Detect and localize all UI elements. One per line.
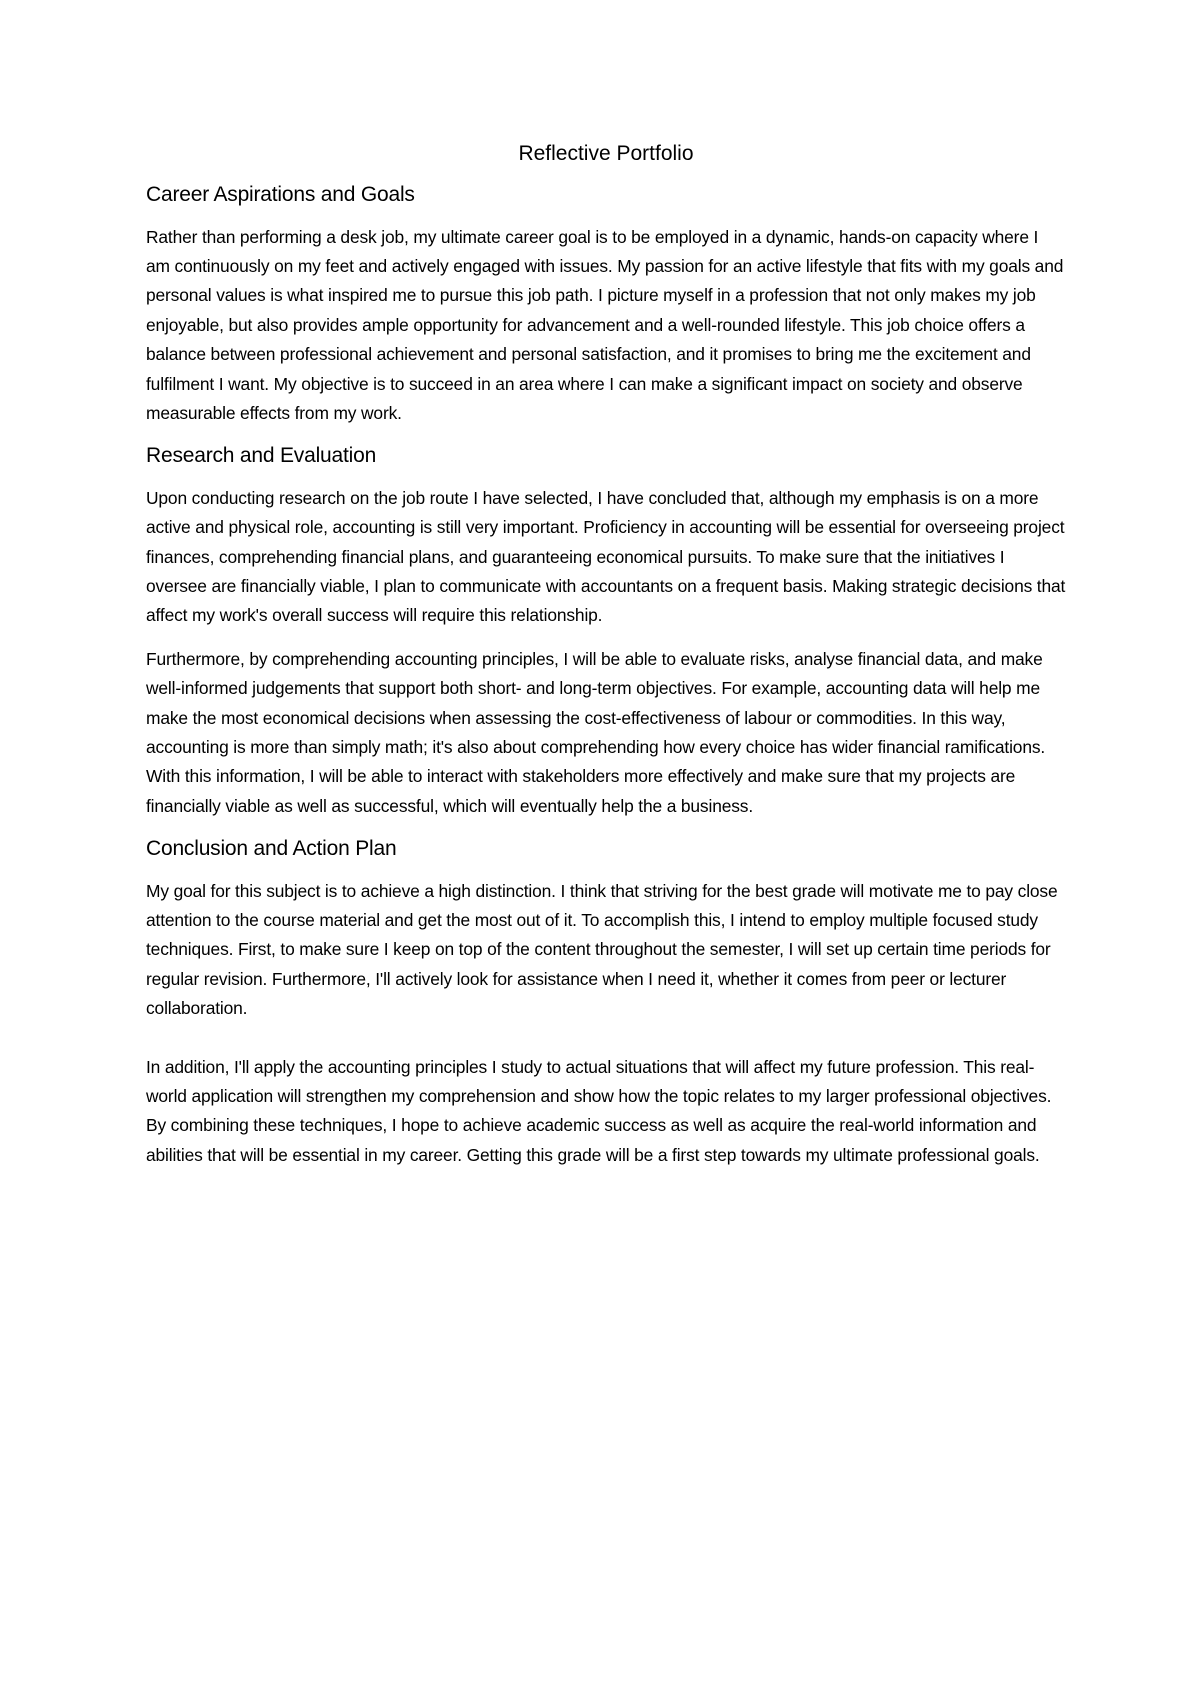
section-heading: Research and Evaluation <box>146 444 377 468</box>
document-page <box>146 140 1066 1184</box>
section-heading: Conclusion and Action Plan <box>146 837 397 861</box>
section-career-aspirations <box>146 181 1066 428</box>
section-research-evaluation <box>146 442 1066 821</box>
paragraph: In addition, I'll apply the accounting principles I study to actual situations that will affect my future profession. This real-world application will strengthen my comprehension and show how the topic relates to my larger professional objectives. By combining these techniques, I hope to achieve academic success as well as acquire the real-world information and abilities that will be essential in my career. Getting this grade will be a first step towards my ultimate professional goals. <box>146 1056 1052 1165</box>
section-heading: Career Aspirations and Goals <box>146 183 415 207</box>
paragraph: Rather than performing a desk job, my ultimate career goal is to be employed in a dynamic, hands-on capacity where I am continuously on my feet and actively engaged with issues. My passion for an active lifestyle that fits with my goals and personal values is what inspired me to pursue this job path. I picture myself in a profession that not only makes my job enjoyable, but also provides ample opportunity for advancement and a well-rounded lifestyle. This job choice offers a balance between professional achievement and personal satisfaction, and it promises to bring me the excitement and fulfilment I want. My objective is to succeed in an area where I can make a significant impact on society and observe measurable effects from my work. <box>146 226 1064 424</box>
paragraph: Upon conducting research on the job route I have selected, I have concluded that, although my emphasis is on a more active and physical role, accounting is still very important. Proficiency in accounting will be essential for overseeing project finances, comprehending financial plans, and guaranteeing economical pursuits. To make sure that the initiatives I oversee are financially viable, I plan to communicate with accountants on a frequent basis. Making strategic decisions that affect my work's overall success will require this relationship. <box>146 487 1066 626</box>
section-conclusion-action-plan <box>146 835 1066 1170</box>
document-title: Reflective Portfolio <box>518 142 694 165</box>
paragraph: My goal for this subject is to achieve a high distinction. I think that striving for the best grade will motivate me to pay close attention to the course material and get the most out of it. To accomplish this, I intend to employ multiple focused study techniques. First, to make sure I keep on top of the content throughout the semester, I will set up certain time periods for regular revision. Furthermore, I'll actively look for assistance when I need it, whether it comes from peer or lecturer collaboration. <box>146 880 1058 1019</box>
paragraph: Furthermore, by comprehending accounting principles, I will be able to evaluate risks, analyse financial data, and make well-informed judgements that support both short- and long-term objectives. For example, accounting data will help me make the most economical decisions when assessing the cost-effectiveness of labour or commodities. In this way, accounting is more than simply math; it's also about comprehending how every choice has wider financial ramifications. With this information, I will be able to interact with stakeholders more effectively and make sure that my projects are financially viable as well as successful, which will eventually help the a business. <box>146 648 1046 816</box>
